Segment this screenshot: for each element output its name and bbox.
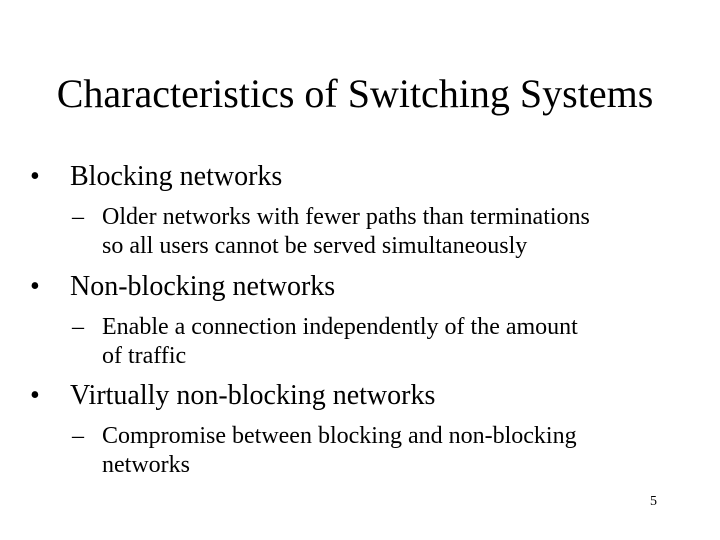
bullet-marker: • <box>30 161 40 192</box>
bullet-marker: • <box>30 380 40 411</box>
sub-bullet-line1: Older networks with fewer paths than terminations <box>102 204 590 230</box>
dash-marker: – <box>72 423 84 449</box>
page-number: 5 <box>650 494 657 509</box>
sub-bullet-non-blocking <box>72 313 578 371</box>
sub-bullet-line1: Compromise between blocking and non-blocking <box>102 423 577 449</box>
bullet-item-blocking <box>30 160 282 194</box>
sub-bullet-line2: networks <box>102 452 190 478</box>
bullet-item-virtually-non-blocking <box>30 379 435 413</box>
sub-bullet-line2: of traffic <box>102 343 187 369</box>
bullet-text: Non-blocking networks <box>70 271 336 302</box>
sub-bullet-line1: Enable a connection independently of the amount <box>102 314 578 340</box>
dash-marker: – <box>72 314 84 340</box>
slide-title: Characteristics of Switching Systems <box>56 71 654 116</box>
bullet-item-non-blocking <box>30 270 335 304</box>
sub-bullet-virtually-non-blocking <box>72 422 577 480</box>
bullet-text: Blocking networks <box>70 161 283 192</box>
bullet-marker: • <box>30 271 40 302</box>
sub-bullet-line2: so all users cannot be served simultaneously <box>102 233 528 259</box>
dash-marker: – <box>72 204 84 230</box>
bullet-text: Virtually non-blocking networks <box>70 380 436 411</box>
sub-bullet-blocking <box>72 203 590 261</box>
